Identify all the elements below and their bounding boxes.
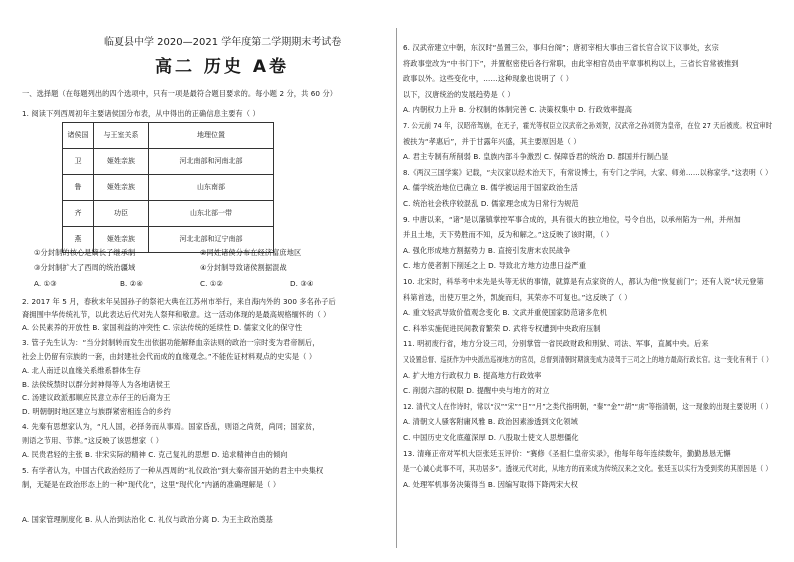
table-cell: 山东北部一带 (149, 201, 274, 227)
question-line: 10. 北宋时，科举考中未先是头等无状的事情，就算是有点家资的人，都认为他“恢复前门”；还有人说“状元登第 (403, 277, 764, 286)
q1-note-1: ①分封制的核心是嫡长子继承制 (34, 248, 136, 257)
question-line: A. 北人南迁以血缘关系维系群体生存 (22, 366, 141, 375)
table-cell: 卫 (63, 149, 94, 175)
question-line: A. 君主专制有所削弱 B. 皇族内部斗争激烈 C. 保障昏君的统治 D. 郡国并行制凸显 (403, 152, 669, 162)
question-line: C. 地方使者割下削延之上 D. 导致北方地方边患日益严重 (403, 261, 587, 271)
question-line: 并且土地，天下势胜而不知，反为和解之。”这反映了该时期，（ ） (403, 230, 614, 240)
table-cell: 功臣 (94, 201, 149, 227)
question-line: C. 统治社会秩序较混乱 D. 儒家理念成为日常行为规范 (403, 199, 579, 208)
question-line: 将政事堂改为“中书门下”，并置枢密使后各行常职，由此宰相官员由平章事机构以上，三省长官常被推到 (403, 58, 739, 68)
question-line: B. 法侯统禁时以群分封神得等人为各地诸侯王 (22, 380, 171, 389)
question-line: 2. 2017 年 5 月，春秋末年吴国孙子的祭祀大典在江苏州市举行，来自海内外的 300 多名孙子后 (22, 297, 336, 306)
question-line: 被扶为“孝惠后”，并于甘露年兴盛，其主要原因是（ ） (403, 136, 581, 146)
q1-note-2: ②同姓诸侯分布在经济富庶地区 (200, 248, 302, 257)
table-cell: 姬姓亲族 (94, 149, 149, 175)
table-cell: 山东南部 (149, 175, 274, 201)
question-line: A. 重文轻武导致价值观念变化 B. 文武并重使国家防范诸多危机 (403, 308, 608, 318)
question-line: A. 民贵君轻的主张 B. 非宋实际的精神 C. 克己复礼的思想 D. 追求精神自由的倾向 (22, 450, 288, 459)
q1-option-a: A. ①③ (34, 279, 57, 288)
question-line: A. 强化形成地方割据势力 B. 直接引发唐末农民战争 (403, 245, 571, 255)
question-line: 9. 中唐以来，“诸”是以藩镇掌控军事合成的，具有很大的独立地位，号令自出，以承州陷为一州，并州加 (403, 214, 741, 224)
table-cell: 河北北部和辽宁南部 (149, 227, 274, 253)
school-title: 临夏县中学 2020—2021 学年度第二学期期末考试卷 (104, 37, 342, 48)
table-row (63, 175, 274, 201)
question-line: C. 削弱六部的权限 D. 提醒中央与地方的对立 (403, 386, 550, 396)
table-header-cell: 与王室关系 (94, 123, 149, 149)
column-divider (396, 28, 397, 548)
table-cell: 鲁 (63, 175, 94, 201)
q1-note-3: ③分封制扩大了西周的统治疆域 (34, 263, 136, 272)
feudal-states-table (62, 122, 274, 253)
q1-option-b: B. ②④ (120, 279, 143, 288)
section-heading: 一、选择题（在每题列出的四个选项中，只有一项是最符合题目要求的。每小题 2 分，共 60 分） (22, 89, 338, 98)
question-line: D. 明朝朝时地区建立与族群紧密相连合的乡约 (22, 407, 171, 416)
table-header-cell: 地理位置 (149, 123, 274, 149)
question-line: A. 处理军机事务决策得当 B. 因编写取得下降两宋大权 (403, 479, 578, 489)
question-line: A. 公民素养的开放性 B. 家国利益的冲突性 C. 宗法传统的延续性 D. 儒家文化的保守性 (22, 323, 303, 332)
table-header-row (63, 123, 274, 149)
question-1-stem: 1. 阅读下列西周初年主要诸侯国分布表，从中得出的正确信息主要有（ ） (22, 109, 260, 118)
question-line: 制，无疑是在政治形态上的一种“现代化”，这里“现代化”内涵的准确理解是（ ） (22, 480, 281, 489)
table-row (63, 201, 274, 227)
question-line: 裔拥围中华传统礼节，以此表达后代对先人祭拜和敬意。这一活动体现的是最高规格缅怀的（ ） (22, 310, 331, 319)
q1-option-d: D. ③④ (290, 279, 314, 288)
table-header-cell: 诸侯国 (63, 123, 94, 149)
question-line: A. 国家管理制度化 B. 从人治到法治化 C. 礼仪与政治分离 D. 为王主政治奠基 (22, 515, 273, 524)
question-line: A. 内朝权力上升 B. 分权制的体制完善 C. 决策权集中 D. 行政效率提高 (403, 105, 633, 115)
question-line: 5. 有学者认为，中国古代政治经历了一种从西周的“礼仪政治”到大秦帝国开始的君主中央集权 (22, 466, 324, 475)
question-line: 12. 清代文人在作诗时，常以“汉”“宋”“日”“月”之类代指明朝，“秦”“金”“胡”“虏”等指清朝，这一现象的出现主要说明（ ） (403, 401, 773, 411)
question-line: 则语之节用、节葬。”这反映了该思想家（ ） (22, 436, 164, 445)
question-line: 4. 先秦有思想家认为，“凡人国，必择务而从事焉。国家昏乱，则语之尚贤，尚同；国家贫， (22, 422, 320, 431)
question-line: C. 科举实施促进民间教育繁荣 D. 武将专权遭到中央政府压制 (403, 323, 601, 333)
question-line: 以下，汉唐统治的发展趋势是（ ） (403, 89, 515, 99)
table-row (63, 149, 274, 175)
question-line: 社会上仍留有宗族的一套，由封建社会代而成的血缘观念。”不能佐证材料观点的史实是（ ） (22, 352, 317, 361)
table-cell: 姬姓亲族 (94, 175, 149, 201)
table-cell: 河北南部和河南北部 (149, 149, 274, 175)
question-line: 11. 明初废行省，地方分设三司，分别掌管一省民政财政和刑狱、司法、军事，直属中央。后来 (403, 339, 709, 349)
question-line: 3. 管子先生认为：“当分封制转而发生出依据功能解释血亲法则的政治一宗时变为君帝制后， (22, 338, 320, 347)
question-line: 科第首选，出使万里之外，凯旋而归，其荣亦不可复也。”这反映了（ ） (403, 292, 632, 302)
question-line: A. 清朝文人骚客附庸风雅 B. 政治因素渗透到文化领域 (403, 417, 578, 427)
question-line: A. 扩大地方行政权力 B. 提高地方行政效率 (403, 370, 542, 380)
question-line: 又设置总督、巡抚作为中央派出巡视地方的官员，总督到清朝时期演变成为凌驾于三司之上的地方最高行政长官。这一变化有利于（ ） (403, 355, 773, 364)
table-cell: 燕 (63, 227, 94, 253)
question-line: 政事以外。这些变化中，……这种现象也说明了（ ） (403, 74, 573, 84)
question-line: A. 儒学统治地位已确立 B. 儒学被运用于国家政治生活 (403, 183, 578, 193)
question-line: C. 中国历史文化底蕴深厚 D. 八股取士使文人思想僵化 (403, 433, 579, 442)
question-line: 6. 汉武帝建立中朝，东汉时“虽置三公，事归台阁”；唐初宰相大事由三省长官合议下议事处，玄宗 (403, 43, 719, 52)
question-line: 是一心诚心此事不可，其功居多”。透视元代对此，从地方的而来成为传统汉来之文化。张廷玉以实行为受到奖的其原因是（ ） (403, 464, 773, 474)
subject-title: 高二 历史 A卷 (155, 57, 289, 77)
question-line: 8.《两汉三国学案》记载，“夫汉家以经术治天下，有常设博士，有专门之学问，大家、师弟……以称家学。”这表明（ ） (403, 167, 773, 177)
question-line: 7. 公元前 74 年，汉昭帝驾崩，在无子，霍光等权臣立汉武帝之孙刘贺，汉武帝之孙刘贺为皇帝，在位 27 天后被废。权宜审时 (403, 121, 773, 130)
question-line: C. 汤建议政派那顺应民意立赤仔王的后裔为王 (22, 393, 171, 402)
q1-note-4: ④分封制导致诸侯割据混战 (200, 263, 287, 272)
question-line: 13. 清雍正帝对军机大臣张廷玉评价：“赛修《圣祖仁皇帝实录》，他每年每年连续数年，勤勤恳恳无懈 (403, 448, 731, 458)
q1-option-c: C. ①② (200, 279, 223, 288)
table-cell: 姬姓亲族 (94, 227, 149, 253)
table-cell: 齐 (63, 201, 94, 227)
